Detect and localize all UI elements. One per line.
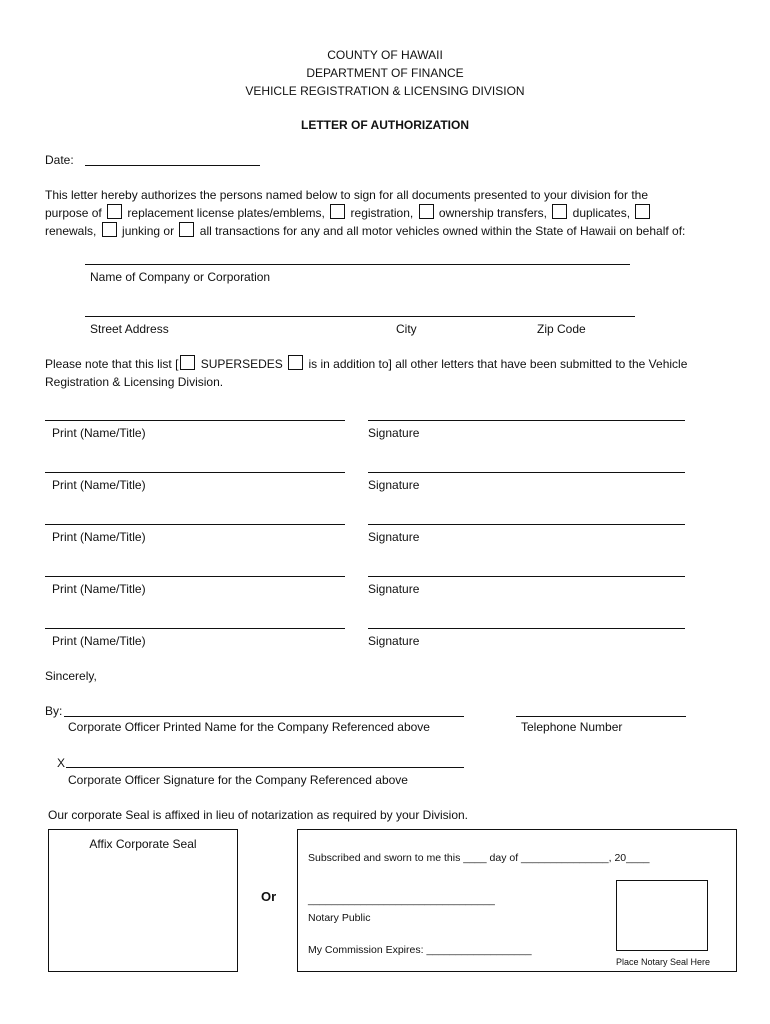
all-transactions-label: all transactions for any and all motor vehicles owned within the State of Hawaii on behalf of: — [199, 224, 686, 238]
supersedes-note — [45, 355, 735, 391]
print-name-label: Print (Name/Title) — [52, 426, 146, 440]
signature-field-2[interactable] — [368, 472, 685, 473]
address-field[interactable] — [85, 316, 635, 317]
notary-signature-line[interactable]: ________________________________ — [308, 894, 495, 906]
renewals-checkbox[interactable] — [635, 204, 650, 219]
duplicates-label: duplicates, — [572, 206, 631, 220]
authorization-paragraph — [45, 186, 735, 240]
signature-field-4[interactable] — [368, 576, 685, 577]
print-name-field-1[interactable] — [45, 420, 345, 421]
date-label: Date: — [45, 153, 74, 167]
company-name-label: Name of Company or Corporation — [90, 270, 271, 284]
signature-label: Signature — [368, 426, 420, 440]
notary-box — [297, 829, 737, 972]
by-label: By: — [45, 704, 63, 718]
telephone-label: Telephone Number — [521, 720, 623, 734]
county-heading: COUNTY OF HAWAII — [327, 48, 443, 62]
all-transactions-checkbox[interactable] — [179, 222, 194, 237]
affix-seal-label: Affix Corporate Seal — [89, 837, 197, 851]
officer-printed-name-label: Corporate Officer Printed Name for the Company Referenced above — [68, 720, 430, 734]
registration-label: registration, — [350, 206, 414, 220]
signature-label: Signature — [368, 634, 420, 648]
date-field[interactable] — [85, 165, 260, 166]
registration-checkbox[interactable] — [330, 204, 345, 219]
officer-signature-label: Corporate Officer Signature for the Company Referenced above — [68, 773, 408, 787]
intro-text-line1: This letter hereby authorizes the persons named below to sign for all documents presented to your division for the — [45, 188, 648, 202]
or-label: Or — [261, 889, 277, 904]
document-title: LETTER OF AUTHORIZATION — [301, 118, 469, 132]
renewals-label: renewals, — [45, 224, 97, 238]
ownership-transfers-label: ownership transfers, — [438, 206, 547, 220]
officer-printed-name-field[interactable] — [64, 716, 464, 717]
print-name-label: Print (Name/Title) — [52, 582, 146, 596]
city-label: City — [396, 322, 417, 336]
ownership-transfers-checkbox[interactable] — [419, 204, 434, 219]
street-address-label: Street Address — [90, 322, 169, 336]
junking-checkbox[interactable] — [102, 222, 117, 237]
corporate-seal-note: Our corporate Seal is affixed in lieu of notarization as required by your Division. — [48, 808, 468, 822]
replacement-plates-checkbox[interactable] — [107, 204, 122, 219]
company-name-field[interactable] — [85, 264, 630, 265]
junking-label: junking or — [122, 224, 175, 238]
zip-code-label: Zip Code — [537, 322, 586, 336]
print-name-field-3[interactable] — [45, 524, 345, 525]
signature-label: Signature — [368, 582, 420, 596]
note-text-c: is in addition to] all other letters that have been submitted to the Vehicle — [308, 357, 688, 371]
print-name-field-2[interactable] — [45, 472, 345, 473]
signature-field-3[interactable] — [368, 524, 685, 525]
replacement-plates-label: replacement license plates/emblems, — [127, 206, 325, 220]
telephone-field[interactable] — [516, 716, 686, 717]
signature-label: Signature — [368, 478, 420, 492]
commission-expires-text[interactable]: My Commission Expires: __________________ — [308, 944, 532, 956]
print-name-label: Print (Name/Title) — [52, 634, 146, 648]
supersedes-label: SUPERSEDES — [200, 357, 283, 371]
division-heading: VEHICLE REGISTRATION & LICENSING DIVISION — [245, 84, 525, 98]
x-mark: X — [57, 756, 66, 770]
note-text-d: Registration & Licensing Division. — [45, 375, 224, 389]
print-name-field-5[interactable] — [45, 628, 345, 629]
print-name-field-4[interactable] — [45, 576, 345, 577]
notary-public-label: Notary Public — [308, 912, 371, 924]
signature-field-5[interactable] — [368, 628, 685, 629]
sincerely-text: Sincerely, — [45, 669, 97, 683]
subscribed-text[interactable]: Subscribed and sworn to me this ____ day of _______________, 20____ — [308, 852, 650, 864]
supersedes-checkbox[interactable] — [180, 355, 195, 370]
department-heading: DEPARTMENT OF FINANCE — [306, 66, 464, 80]
signature-field-1[interactable] — [368, 420, 685, 421]
signature-label: Signature — [368, 530, 420, 544]
print-name-label: Print (Name/Title) — [52, 530, 146, 544]
corporate-seal-box[interactable] — [48, 829, 238, 972]
in-addition-checkbox[interactable] — [288, 355, 303, 370]
intro-purpose-label: purpose of — [45, 206, 102, 220]
note-text-a: Please note that this list [ — [45, 357, 179, 371]
officer-signature-field[interactable] — [66, 767, 464, 768]
notary-seal-box[interactable] — [616, 880, 708, 951]
print-name-label: Print (Name/Title) — [52, 478, 146, 492]
duplicates-checkbox[interactable] — [552, 204, 567, 219]
place-notary-seal-label: Place Notary Seal Here — [616, 957, 711, 967]
